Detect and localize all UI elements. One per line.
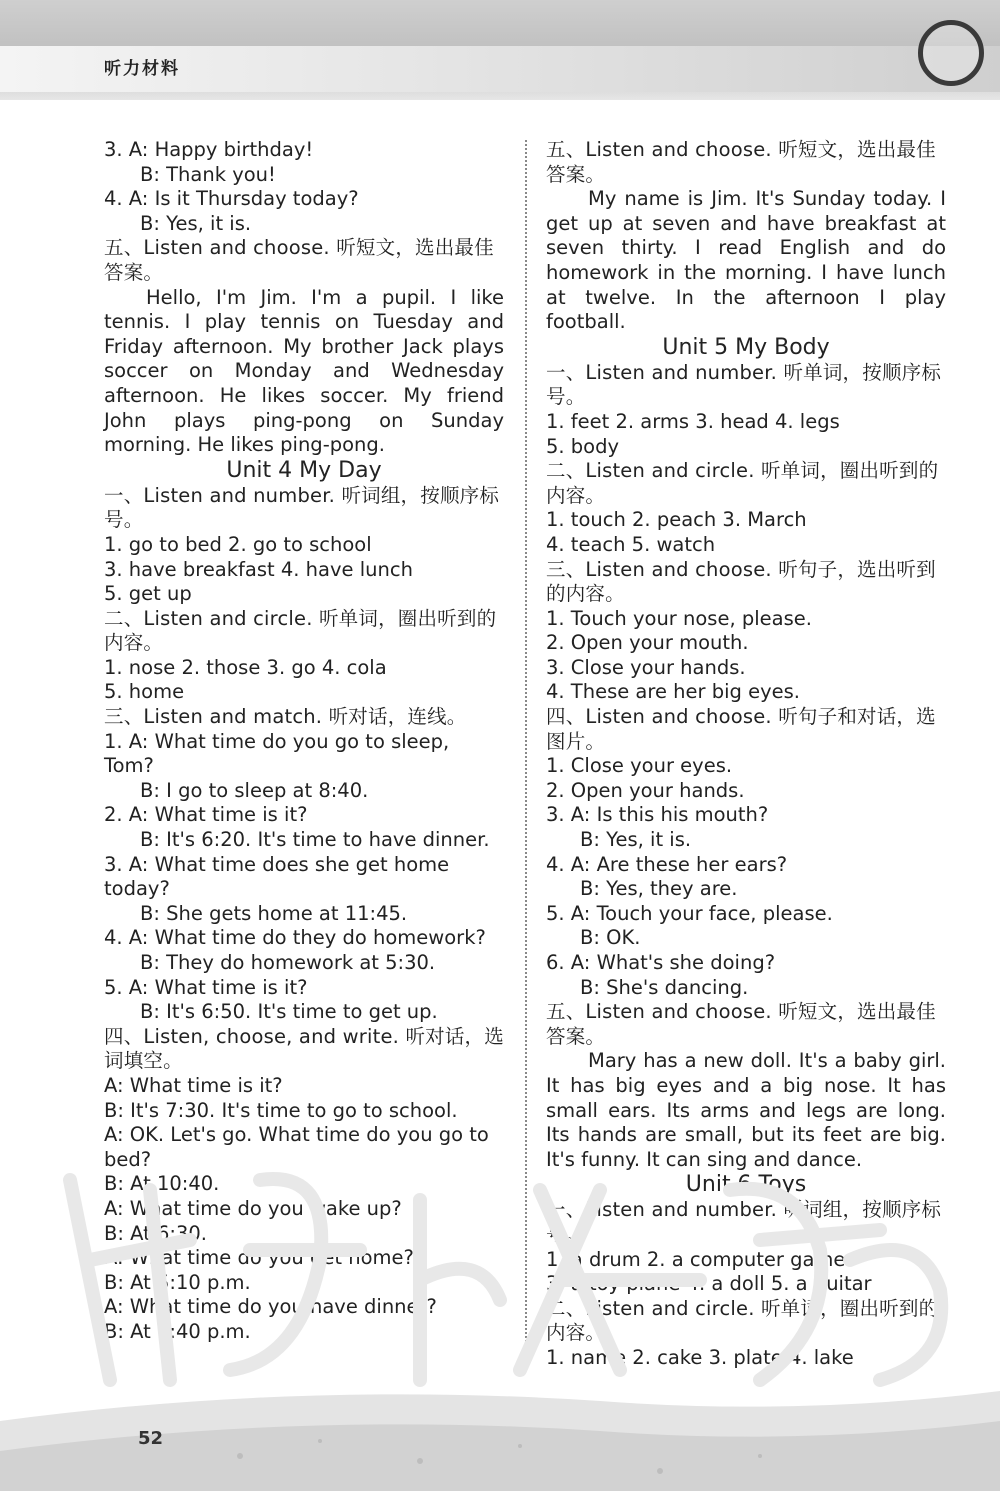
text-line: B: Thank you! [140,162,276,186]
text-line: B: It's 7:30. It's time to go to school. [104,1098,458,1122]
text-line: 1. a drum 2. a computer game [546,1247,846,1271]
text-line: B: They do homework at 5:30. [140,951,436,974]
text-line: 4. teach 5. watch [546,532,716,556]
footer-decoration [0,1361,1000,1491]
text-line: B: She gets home at 11:45. [140,901,408,925]
page-number: 52 [138,1428,164,1449]
text-line: Hello, I'm Jim. I'm a pupil. I like tennis. I play tennis on Tuesday and Friday afternoon. My brother Jack plays soccer on Monday and Wednesday afternoon. He likes soccer. My friend John plays ping-pong on Sunday morning. He likes ping-pong. [104,285,504,457]
text-line: B: It's 6:20. It's time to have dinner. [140,828,490,852]
header-title: 听力材料 [104,59,180,79]
text-line: A: What time do you get home? [104,1246,414,1270]
text-line: 1. touch 2. peach 3. March [546,508,807,532]
unit-heading: Unit 4 My Day [226,457,382,483]
text-line: My name is Jim. It's Sunday today. I get up at seven and have breakfast at seven thirty. I read English and do homework in the morning. I have lunch at twelve. In the afternoon I play football. [546,187,946,334]
text-line: 3. Close your hands. [546,655,746,679]
text-line: 2. Open your mouth. [546,631,749,655]
text-line: 3. have breakfast 4. have lunch [104,557,413,581]
section-heading: 四、Listen, choose, and write. 听对话，选词填空。 [104,1024,504,1073]
section-heading: 五、Listen and choose. 听短文，选出最佳答案。 [546,1000,936,1048]
text-line: A: OK. Let's go. What time do you go to bed? [104,1123,489,1171]
text-line: B: At 10:40. [104,1172,220,1196]
header-circle-decoration [918,20,984,86]
section-heading: 四、Listen and choose. 听句子和对话，选图片。 [546,705,936,753]
text-line: A: What time do you have dinner? [104,1295,437,1319]
text-line: 6. A: What's she doing? [546,951,776,974]
text-line: 5. A: Touch your face, please. [546,901,833,925]
text-line: B: Yes, it is. [140,211,252,235]
text-line: 1. Touch your nose, please. [546,606,812,630]
text-line: B: She's dancing. [580,975,749,999]
text-line: 1. feet 2. arms 3. head 4. legs [546,409,840,433]
text-line: 1. go to bed 2. go to school [104,532,372,556]
section-heading: 一、Listen and number. 听单词，按顺序标号。 [546,360,942,409]
text-line: B: Yes, it is. [580,828,692,852]
text-line: 3. A: Is this his mouth? [546,803,769,827]
section-heading: 二、Listen and circle. 听单词，圈出听到的内容。 [546,459,939,507]
text-line: B: I go to sleep at 8:40. [140,778,369,802]
text-line: 4. A: Is it Thursday today? [104,187,359,211]
section-heading: 一、Listen and number. 听词组，按顺序标号。 [546,1198,942,1246]
right-column [546,138,946,1371]
text-line: 1. Close your eyes. [546,754,733,778]
text-line: 4. These are her big eyes. [546,680,800,704]
section-heading: 五、Listen and choose. 听短文，选出最佳答案。 [546,138,936,186]
text-line: 5. home [104,680,185,704]
text-line: 4. A: What time do they do homework? [104,926,486,950]
section-heading: 一、Listen and number. 听词组，按顺序标号。 [104,483,500,532]
text-line: 3. A: What time does she get home today? [104,852,450,901]
text-line: 1. nose 2. those 3. go 4. cola [104,655,387,679]
text-line: 5. body [546,434,620,458]
text-line: A: What time do you wake up? [104,1196,402,1220]
section-heading: 三、Listen and match. 听对话，连线。 [104,705,467,729]
section-heading: 五、Listen and choose. 听短文，选出最佳答案。 [104,236,494,284]
text-line: B: At 5:10 p.m. [104,1270,251,1294]
unit-heading: Unit 5 My Body [662,334,830,360]
text-line: B: Yes, they are. [580,877,738,901]
text-line: B: At 6:40 p.m. [104,1319,251,1343]
text-line: A: What time is it? [104,1073,283,1097]
text-line: 2. A: What time is it? [104,803,308,827]
page-header [0,0,1000,100]
text-line: 3. a toy plane 4. a doll 5. a guitar [546,1272,872,1296]
text-line: Mary has a new doll. It's a baby girl. It has big eyes and a big nose. It has small ears. Its arms and legs are long. Its hands are small, but its feet are big. It's funny. It can sing and dance. [546,1049,946,1171]
text-line: 3. A: Happy birthday! [104,138,314,161]
column-divider [525,140,527,1370]
text-line: B: At 6:30. [104,1221,207,1245]
text-line: B: OK. [580,926,641,950]
text-line: 4. A: Are these her ears? [546,852,788,876]
text-line: 5. A: What time is it? [104,975,308,999]
text-line: 1. A: What time do you go to sleep, Tom? [104,729,450,778]
left-column [104,138,504,1345]
text-line: 1. name 2. cake 3. plate 4. lake [546,1345,854,1369]
section-heading: 三、Listen and choose. 听句子，选出听到的内容。 [546,557,936,606]
section-heading: 二、Listen and circle. 听单词，圈出听到的内容。 [546,1296,939,1345]
text-line: 2. Open your hands. [546,778,745,802]
section-heading: 二、Listen and circle. 听单词，圈出听到的内容。 [104,606,497,655]
text-line: B: It's 6:50. It's time to get up. [140,1000,438,1024]
unit-heading: Unit 6 Toys [685,1172,807,1198]
text-line: 5. get up [104,582,192,606]
